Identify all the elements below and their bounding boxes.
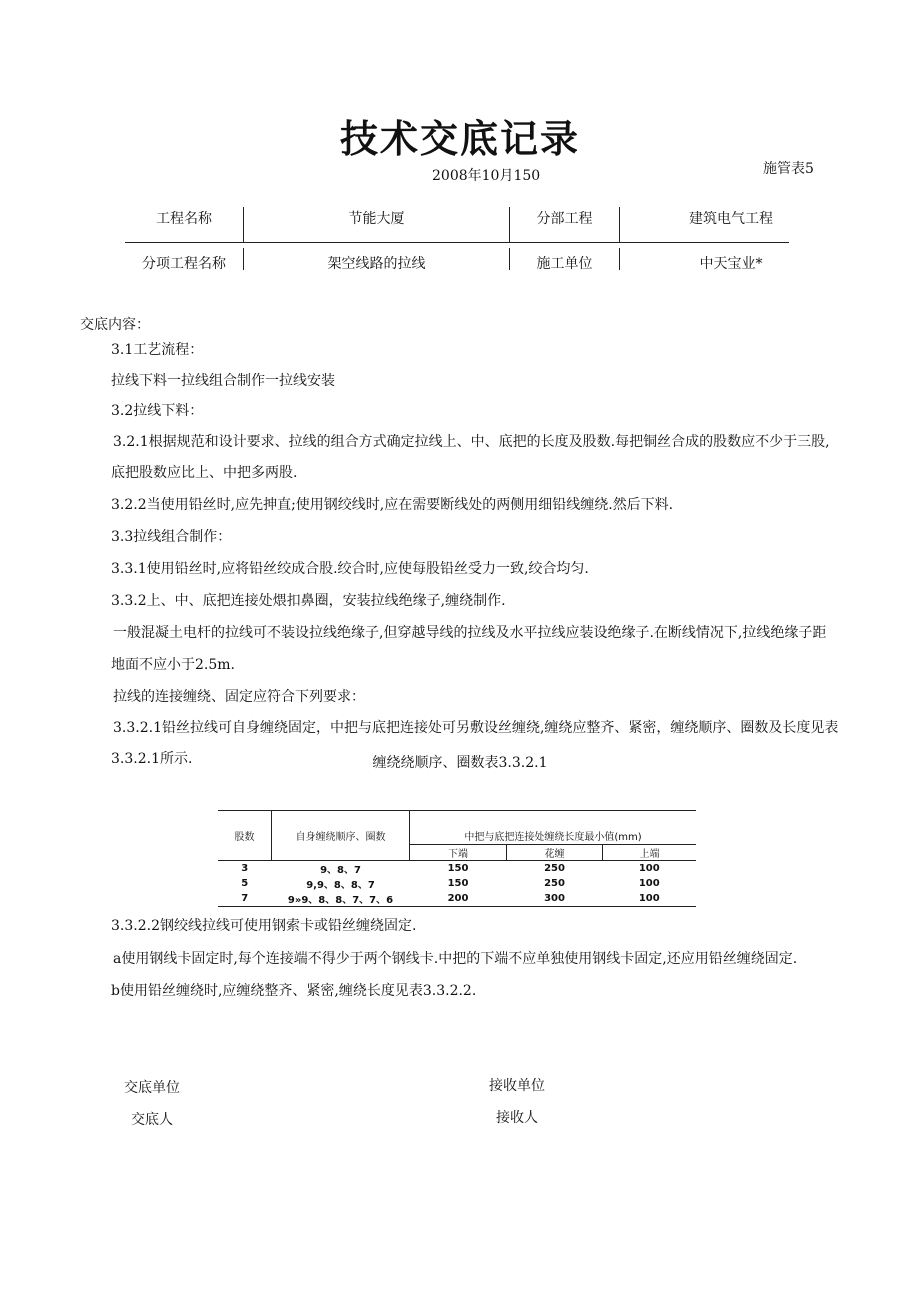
cell-lower: 200 bbox=[410, 891, 507, 907]
header-row-line bbox=[125, 242, 789, 243]
project-name-label: 工程名称 bbox=[156, 211, 212, 227]
cell-upper: 100 bbox=[638, 878, 660, 889]
paragraph: 3.3.1使用铅丝时,应将铅丝绞成合股.绞合时,应使每股铅丝受力一致,绞合均匀. bbox=[111, 561, 589, 577]
paragraph: 地面不应小于2.5m. bbox=[111, 657, 235, 673]
paragraph: b使用铅丝缠绕时,应缠绕整齐、紧密,缠绕长度见表3.3.2.2. bbox=[111, 983, 477, 999]
paragraph: 3.1工艺流程： bbox=[111, 342, 204, 358]
table-row bbox=[218, 891, 696, 907]
subitem-value: 架空线路的拉线 bbox=[327, 256, 426, 272]
receiver-label: 接收人 bbox=[496, 1110, 538, 1126]
paragraph: 拉线下料一拉线组合制作一拉线安装 bbox=[111, 373, 335, 389]
sub-header-lower: 下端 bbox=[410, 845, 507, 861]
paragraph: 3.2.1根据规范和设计要求、拉线的组合方式确定拉线上、中、底把的长度及股数.每把铜丝合成的股数应不少于三股, bbox=[113, 434, 830, 450]
paragraph: a使用钢线卡固定时,每个连接端不得少于两个钢线卡.中把的下端不应单独使用钢线卡固定,还应用铅丝缠绕固定. bbox=[113, 951, 798, 967]
paragraph: 一般混凝土电杆的拉线可不装设拉线绝缘子,但穿越导线的拉线及水平拉线应装设绝缘子.在断线情况下,拉线绝缘子距 bbox=[113, 625, 827, 641]
paragraph: 3.3.2.2钢绞线拉线可使用钢索卡或铅丝缠绕固定. bbox=[111, 918, 417, 934]
cell-order: 9,9、8、8、7 bbox=[306, 880, 375, 891]
receiver-unit-label: 接收单位 bbox=[489, 1078, 545, 1094]
document-date: 2008年10月150 bbox=[432, 168, 541, 184]
contractor-label: 施工单位 bbox=[536, 256, 593, 272]
cell-strands: 5 bbox=[241, 878, 249, 889]
paragraph: 拉线的连接缠绕、固定应符合下列要求： bbox=[113, 689, 365, 705]
table-row bbox=[218, 876, 696, 891]
issuer-unit-label: 交底单位 bbox=[124, 1080, 180, 1096]
document-title: 技术交底记录 bbox=[339, 117, 580, 161]
table-row bbox=[218, 861, 696, 877]
form-number: 施管表5 bbox=[763, 161, 814, 177]
col-order-header: 自身缠绕顺序、圈数 bbox=[272, 811, 410, 861]
project-name-value: 节能大厦 bbox=[348, 211, 405, 227]
paragraph: 3.3.2.1所示. bbox=[111, 751, 193, 767]
issuer-label: 交底人 bbox=[131, 1112, 173, 1128]
paragraph: 3.2.2当使用铅丝时,应先抻直;使用钢绞线时,应在需要断线处的两侧用细铅线缠绕.然后下料. bbox=[111, 497, 674, 513]
cell-middle: 250 bbox=[544, 878, 565, 889]
division-label: 分部工程 bbox=[536, 211, 593, 227]
cell-middle: 300 bbox=[507, 891, 603, 907]
paragraph: 底把股数应比上、中把多两股. bbox=[111, 465, 298, 481]
paragraph: 3.3拉线组合制作： bbox=[111, 529, 232, 545]
cell-upper: 100 bbox=[603, 891, 697, 907]
cell-order: 9、8、7 bbox=[272, 861, 410, 877]
cell-middle: 250 bbox=[507, 861, 603, 877]
sub-header-middle: 花缠 bbox=[507, 845, 603, 861]
winding-spec-table bbox=[218, 810, 696, 907]
sub-header-upper: 上端 bbox=[603, 845, 697, 861]
col-strands-header: 股数 bbox=[218, 811, 272, 861]
cell-strands: 7 bbox=[218, 891, 272, 907]
col-group-header: 中把与底把连接处缠绕长度最小值(mm) bbox=[410, 811, 697, 845]
cell-strands: 3 bbox=[218, 861, 272, 877]
cell-lower: 150 bbox=[410, 861, 507, 877]
division-value: 建筑电气工程 bbox=[689, 211, 773, 227]
subitem-label: 分项工程名称 bbox=[142, 256, 226, 272]
paragraph: 3.3.2上、中、底把连接处煨扣鼻圈，安装拉线绝缘子,缠绕制作. bbox=[111, 593, 506, 609]
paragraph: 3.2拉线下料： bbox=[111, 403, 204, 419]
paragraph: 3.3.2.1铅丝拉线可自身缠绕固定，中把与底把连接处可另敷设丝缠绕,缠绕应整齐、紧密，缠绕顺序、圈数及长度见表 bbox=[113, 720, 839, 736]
table-caption: 缠绕绕顺序、圈数表3.3.2.1 bbox=[372, 755, 548, 771]
content-label: 交底内容： bbox=[80, 317, 150, 333]
cell-lower: 150 bbox=[447, 878, 469, 889]
contractor-value: 中天宝业* bbox=[699, 256, 763, 272]
cell-upper: 100 bbox=[603, 861, 697, 877]
cell-order: 9»9、8、8、7、7、6 bbox=[272, 891, 410, 907]
